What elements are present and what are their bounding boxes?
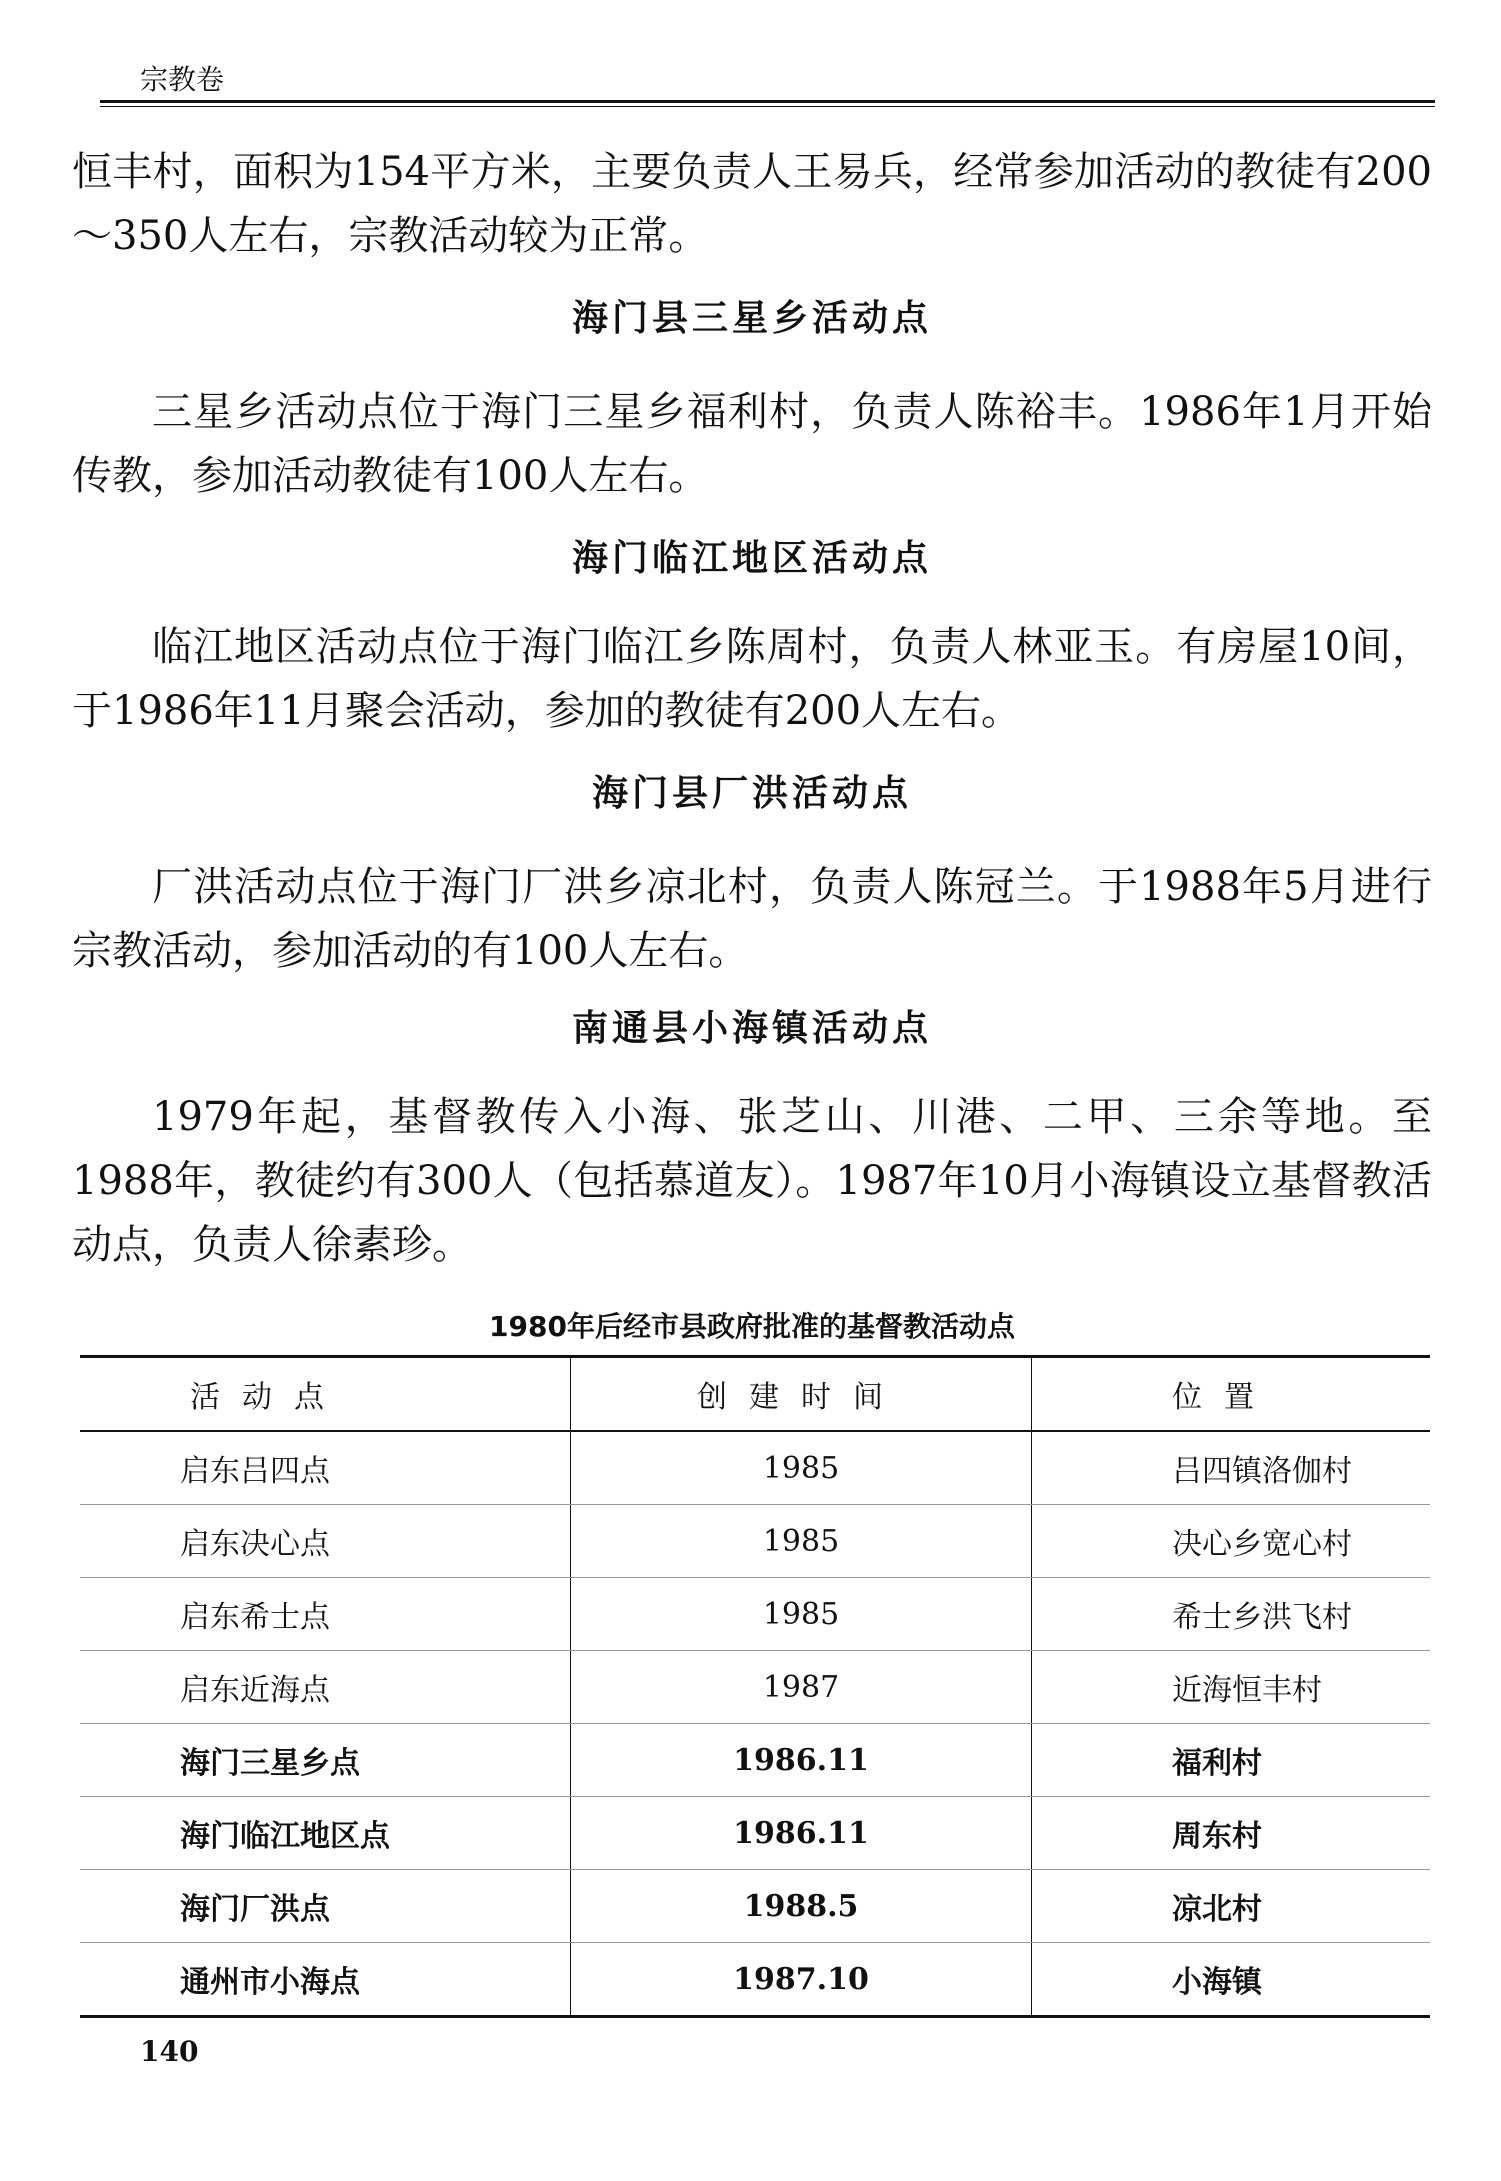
- paragraph-3: 临江地区活动点位于海门临江乡陈周村，负责人林亚玉。有房屋10间，于1986年11月聚会活动，参加的教徒有200人左右。: [72, 624, 1432, 734]
- cell-location: 吕四镇洛伽村: [1032, 1431, 1431, 1505]
- paragraph-5: 1979年起，基督教传入小海、张芝山、川港、二甲、三余等地。至1988年，教徒约有300人（包括慕道友）。1987年10月小海镇设立基督教活动点，负责人徐素珍。: [72, 1094, 1432, 1268]
- cell-site: 启东吕四点: [80, 1431, 571, 1505]
- cell-site: 启东决心点: [80, 1505, 571, 1578]
- cell-founded: 1985: [571, 1431, 1032, 1505]
- cell-location: 决心乡宽心村: [1032, 1505, 1431, 1578]
- cell-location: 福利村: [1032, 1724, 1431, 1797]
- cell-site: 通州市小海点: [80, 1943, 571, 2017]
- table-title: 1980年后经市县政府批准的基督教活动点: [489, 1310, 1015, 1343]
- cell-site: 海门三星乡点: [80, 1724, 571, 1797]
- cell-founded: 1986.11: [571, 1797, 1032, 1870]
- table-row: [80, 1724, 1430, 1797]
- cell-location: 凉北村: [1032, 1870, 1431, 1943]
- cell-founded: 1988.5: [571, 1870, 1032, 1943]
- cell-site: 海门厂洪点: [80, 1870, 571, 1943]
- table-header-row: [80, 1357, 1430, 1432]
- table-row: [80, 1943, 1430, 2017]
- activity-sites-table: [80, 1355, 1430, 2018]
- header-rule-thin: [100, 106, 1435, 107]
- header-label: 宗教卷: [140, 63, 225, 96]
- cell-founded: 1987: [571, 1651, 1032, 1724]
- cell-location: 希士乡洪飞村: [1032, 1578, 1431, 1651]
- cell-founded: 1985: [571, 1578, 1032, 1651]
- section-heading-2: 海门临江地区活动点: [571, 537, 932, 579]
- column-header-site: 活动点: [80, 1357, 571, 1432]
- table-row: [80, 1505, 1430, 1578]
- table-row: [80, 1797, 1430, 1870]
- table-row: [80, 1578, 1430, 1651]
- table-row: [80, 1870, 1430, 1943]
- table-row: [80, 1431, 1430, 1505]
- paragraph-2: 三星乡活动点位于海门三星乡福利村，负责人陈裕丰。1986年1月开始传教，参加活动教徒有100人左右。: [72, 389, 1432, 499]
- cell-location: 近海恒丰村: [1032, 1651, 1431, 1724]
- cell-location: 小海镇: [1032, 1943, 1431, 2017]
- header-rule: [100, 100, 1435, 103]
- section-heading-4: 南通县小海镇活动点: [571, 1007, 932, 1049]
- paragraph-1: 恒丰村，面积为154平方米，主要负责人王易兵，经常参加活动的教徒有200～350人左右，宗教活动较为正常。: [72, 149, 1432, 259]
- section-heading-3: 海门县厂洪活动点: [591, 772, 912, 814]
- cell-founded: 1986.11: [571, 1724, 1032, 1797]
- column-header-location: 位置: [1032, 1357, 1431, 1432]
- section-heading-1: 海门县三星乡活动点: [571, 297, 932, 339]
- column-header-founded: 创建时间: [571, 1357, 1032, 1432]
- cell-founded: 1985: [571, 1505, 1032, 1578]
- cell-site: 启东近海点: [80, 1651, 571, 1724]
- cell-site: 启东希士点: [80, 1578, 571, 1651]
- table-row: [80, 1651, 1430, 1724]
- page-number: 140: [140, 2035, 199, 2068]
- cell-site: 海门临江地区点: [80, 1797, 571, 1870]
- paragraph-4: 厂洪活动点位于海门厂洪乡凉北村，负责人陈冠兰。于1988年5月进行宗教活动，参加活动的有100人左右。: [72, 864, 1432, 974]
- cell-location: 周东村: [1032, 1797, 1431, 1870]
- cell-founded: 1987.10: [571, 1943, 1032, 2017]
